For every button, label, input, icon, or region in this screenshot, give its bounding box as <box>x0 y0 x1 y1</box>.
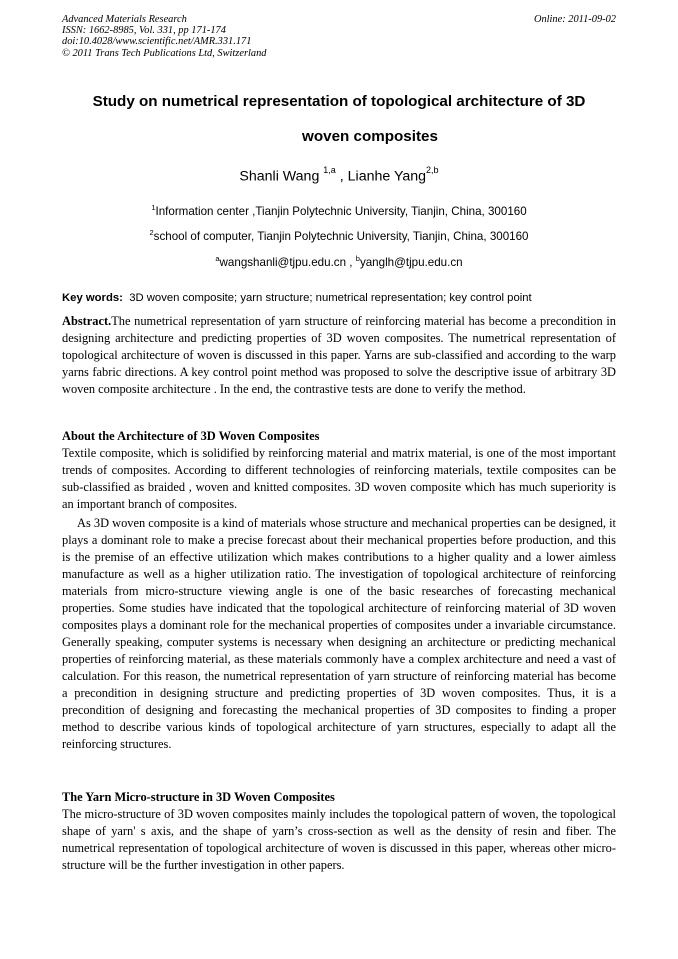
email-superscript: a <box>215 254 220 263</box>
body-paragraph: As 3D woven composite is a kind of materials whose structure and mechanical properties can be designed, it plays a dominant role to make a precise forecast about their mechanical properties before production, and this is the premise of an effective utilization which makes contributions to a higher quality and a lower aimless manufacture as well as a higher utilization ratio. The investigation of topological architecture of reinforcing materials from micro-structure viewing angle is one of the basic researches of forecasting mechanical properties. Some studies have indicated that the topological architecture of reinforcing material of 3D woven composites plays a dominant role for the mechanical properties of composites under a invariable circumstance. Generally speaking, computer systems is necessary when designing an architecture or predicting mechanical properties of reinforcing material, as these materials commonly have a complex architecture and need a vast of calculation. For this reason, the numetrical representation of yarn structure of reinforcing material has become a precondition in designing structure and predicting properties of 3D woven composites. Thus, it is a precondition of designing and forecasting the mechanical properties of 3D composites to finding a proper method to describe various kinds of topological architecture of yarn structures, especially to adapt all the reinforcing structures. <box>62 516 616 751</box>
abstract <box>62 313 616 398</box>
email-separator: , <box>349 255 353 269</box>
author-superscript: 1,a <box>323 165 336 175</box>
affiliation-2 <box>62 228 616 243</box>
keywords-label: Key words: <box>62 292 123 304</box>
copyright-line: © 2011 Trans Tech Publications Ltd, Switzerland <box>62 47 267 59</box>
author-superscript: 2,b <box>426 165 439 175</box>
author-name: Lianhe Yang <box>347 168 427 185</box>
body-paragraph: The micro-structure of 3D woven composites mainly includes the topological pattern of woven, the topological shape of yarn' s axis, and the shape of yarn’s cross-section as well as the density of resin and fiber. The numetrical representation of topological architecture of woven is discussed in this paper, whereas other micro-structure will be the further investigation in other papers. <box>62 807 616 872</box>
email-link[interactable]: yanglh@tjpu.edu.cn <box>359 255 463 269</box>
body-paragraph: Textile composite, which is solidified by reinforcing material and matrix material, is one of the most important trends of composites. According to different technologies of reinforcing materials, textile composites can be sub-classified as braided , woven and knitted composites. 3D woven composite which has much superiority is an important branch of composites. <box>62 446 616 511</box>
affiliation-superscript: 2 <box>149 228 154 237</box>
journal-name: Advanced Materials Research <box>62 14 187 25</box>
section-heading: The Yarn Micro-structure in 3D Woven Composites <box>62 790 335 804</box>
author-name: Shanli Wang <box>239 168 320 185</box>
paper-title-line-1: Study on numetrical representation of topological architecture of 3D <box>92 93 586 110</box>
keywords <box>62 292 616 304</box>
author-emails <box>62 254 616 269</box>
issn-line: ISSN: 1662-8985, Vol. 331, pp 171-174 <box>62 25 226 37</box>
affiliation-text: Information center ,Tianjin Polytechnic University, Tianjin, China, 300160 <box>155 204 527 218</box>
section-heading: About the Architecture of 3D Woven Composites <box>62 429 320 443</box>
abstract-text: The numetrical representation of yarn structure of reinforcing material has become a precondition in designing architecture and predicting properties of 3D woven composites. The numetrical representation of topological architecture of woven is discussed in this paper. Yarns are sub-classified and according to the warp yarns fabric directions. A key control point method was proposed to solve the descriptive issue of arbitrary 3D woven composite architecture . In the end, the contrastive tests are done to verify the method. <box>62 314 616 396</box>
abstract-label: Abstract. <box>62 314 112 328</box>
doi-line: doi:10.4028/www.scientific.net/AMR.331.171 <box>62 36 252 48</box>
email-link[interactable]: wangshanli@tjpu.edu.cn <box>219 255 347 269</box>
affiliation-text: school of computer, Tianjin Polytechnic University, Tianjin, China, 300160 <box>153 229 529 243</box>
affiliation-superscript: 1 <box>151 203 156 212</box>
affiliation-1 <box>62 203 616 218</box>
keywords-text: 3D woven composite; yarn structure; numetrical representation; key control point <box>129 292 532 304</box>
author-separator: , <box>339 168 344 185</box>
email-superscript: b <box>355 254 360 263</box>
paper-title-line-2: woven composites <box>302 128 438 145</box>
online-date: Online: 2011-09-02 <box>533 14 616 25</box>
journal-header <box>62 14 616 59</box>
author-list <box>62 167 616 185</box>
